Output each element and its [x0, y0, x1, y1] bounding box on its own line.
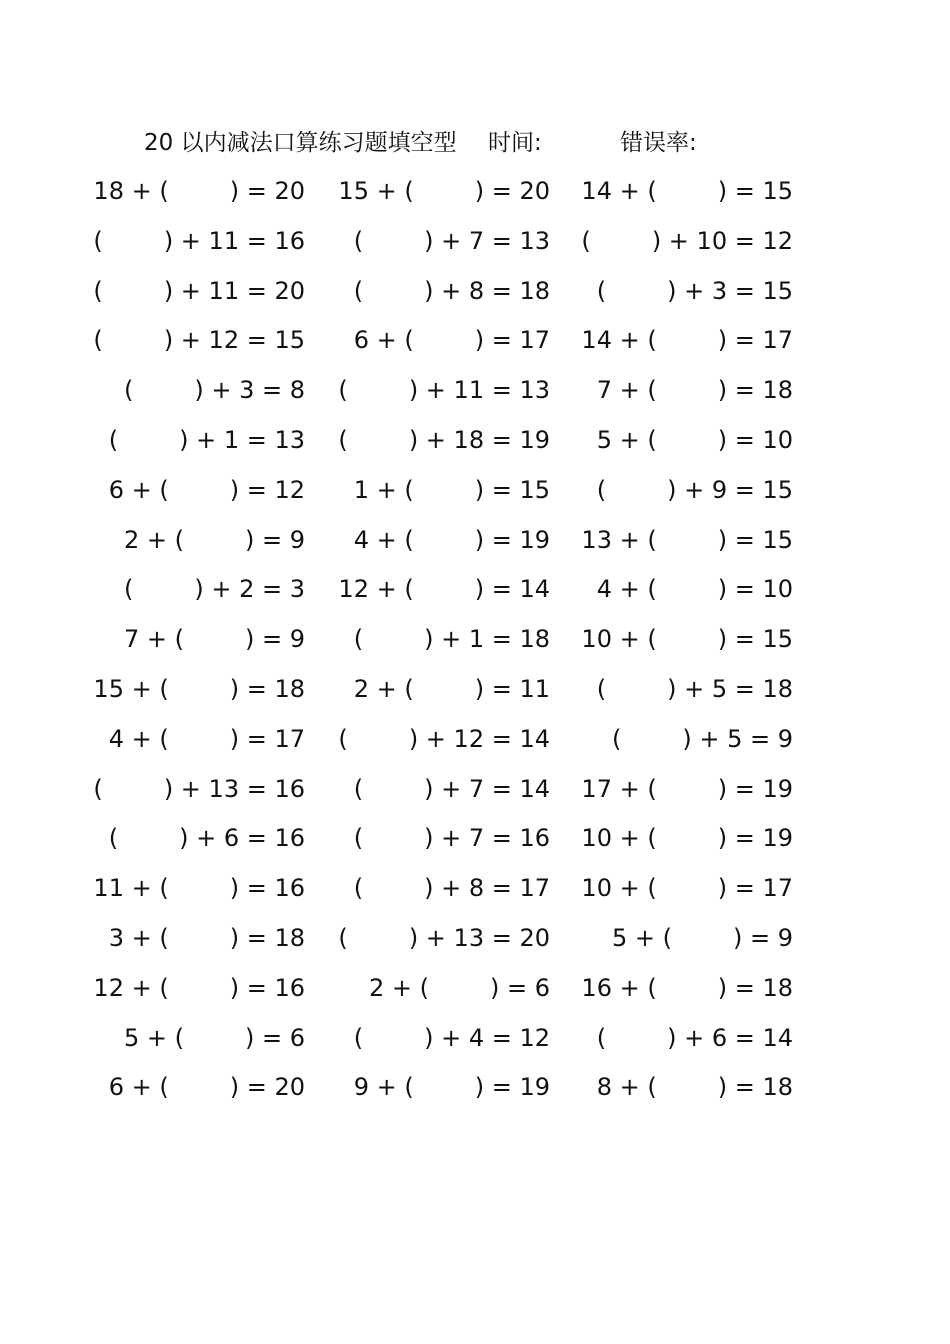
problem-cell: 5 + ( ) = 6 [123, 1023, 305, 1052]
problem-row [0, 572, 950, 622]
problem-cell: 4 + ( ) = 19 [353, 525, 550, 554]
problem-cell: 6 + ( ) = 12 [108, 475, 305, 504]
problem-cell: ( ) + 18 = 19 [338, 425, 550, 454]
problem-cell: 2 + ( ) = 11 [353, 674, 550, 703]
problem-cell: 12 + ( ) = 14 [338, 575, 550, 604]
problem-cell: 4 + ( ) = 17 [108, 724, 305, 753]
problem-row [0, 772, 950, 822]
problem-row [0, 1021, 950, 1071]
problem-cell: ( ) + 9 = 15 [596, 475, 793, 504]
problem-cell: ( ) + 3 = 8 [123, 376, 305, 405]
problem-cell: 3 + ( ) = 18 [108, 923, 305, 952]
problem-row [0, 1070, 950, 1120]
problem-cell: ( ) + 6 = 16 [108, 824, 305, 853]
problem-cell: 2 + ( ) = 9 [123, 525, 305, 554]
worksheet-title: 20 以内减法口算练习题填空型 [144, 130, 457, 156]
problem-cell: ( ) + 13 = 20 [338, 923, 550, 952]
problem-cell: ( ) + 5 = 18 [596, 674, 793, 703]
problem-cell: 5 + ( ) = 9 [611, 923, 793, 952]
problem-cell: 2 + ( ) = 6 [368, 973, 550, 1002]
problem-cell: ( ) + 12 = 14 [338, 724, 550, 753]
problem-row [0, 174, 950, 224]
problem-cell: ( ) + 1 = 13 [108, 425, 305, 454]
problem-cell: ( ) + 7 = 16 [353, 824, 550, 853]
problem-cell: 4 + ( ) = 10 [596, 575, 793, 604]
problem-cell: ( ) + 8 = 17 [353, 874, 550, 903]
worksheet-header [0, 126, 950, 160]
problem-row [0, 672, 950, 722]
problem-cell: 7 + ( ) = 18 [596, 376, 793, 405]
problem-cell: 8 + ( ) = 18 [596, 1073, 793, 1102]
problem-cell: 6 + ( ) = 20 [108, 1073, 305, 1102]
problem-cell: ( ) + 12 = 15 [93, 326, 305, 355]
problem-row [0, 971, 950, 1021]
problem-row [0, 373, 950, 423]
problem-cell: 13 + ( ) = 15 [581, 525, 793, 554]
error-rate-label: 错误率: [620, 130, 697, 156]
problem-row [0, 722, 950, 772]
problem-row [0, 821, 950, 871]
problem-cell: ( ) + 1 = 18 [353, 625, 550, 654]
problem-cell: ( ) + 4 = 12 [353, 1023, 550, 1052]
problem-row [0, 473, 950, 523]
problem-cell: ( ) + 7 = 14 [353, 774, 550, 803]
problem-cell: ( ) + 11 = 16 [93, 226, 305, 255]
problem-cell: 10 + ( ) = 19 [581, 824, 793, 853]
problem-row [0, 323, 950, 373]
problem-cell: 10 + ( ) = 17 [581, 874, 793, 903]
problem-cell: 18 + ( ) = 20 [93, 177, 305, 205]
problem-cell: ( ) + 10 = 12 [581, 226, 793, 255]
problem-cell: 9 + ( ) = 19 [353, 1073, 550, 1102]
problem-cell: 6 + ( ) = 17 [353, 326, 550, 355]
problem-cell: ( ) + 6 = 14 [596, 1023, 793, 1052]
problem-cell: 15 + ( ) = 18 [93, 674, 305, 703]
problem-cell: 5 + ( ) = 10 [596, 425, 793, 454]
problem-cell: 11 + ( ) = 16 [93, 874, 305, 903]
problem-cell: 14 + ( ) = 15 [581, 177, 793, 205]
problem-cell: 14 + ( ) = 17 [581, 326, 793, 355]
problem-cell: ( ) + 7 = 13 [353, 226, 550, 255]
problem-cell: 17 + ( ) = 19 [581, 774, 793, 803]
problem-row [0, 921, 950, 971]
problem-cell: ( ) + 13 = 16 [93, 774, 305, 803]
problem-row [0, 622, 950, 672]
problem-row [0, 871, 950, 921]
problem-row [0, 523, 950, 573]
problem-cell: ( ) + 8 = 18 [353, 276, 550, 305]
problem-cell: 12 + ( ) = 16 [93, 973, 305, 1002]
time-label: 时间: [488, 130, 542, 156]
problem-grid [0, 174, 950, 1120]
problem-cell: 16 + ( ) = 18 [581, 973, 793, 1002]
problem-cell: 1 + ( ) = 15 [353, 475, 550, 504]
problem-cell: ( ) + 11 = 13 [338, 376, 550, 405]
problem-cell: ( ) + 2 = 3 [123, 575, 305, 604]
problem-cell: ( ) + 3 = 15 [596, 276, 793, 305]
problem-cell: ( ) + 11 = 20 [93, 276, 305, 305]
problem-cell: 7 + ( ) = 9 [123, 625, 305, 654]
problem-row [0, 423, 950, 473]
problem-cell: ( ) + 5 = 9 [611, 724, 793, 753]
problem-row [0, 224, 950, 274]
problem-cell: 15 + ( ) = 20 [338, 177, 550, 205]
problem-cell: 10 + ( ) = 15 [581, 625, 793, 654]
problem-row [0, 274, 950, 324]
